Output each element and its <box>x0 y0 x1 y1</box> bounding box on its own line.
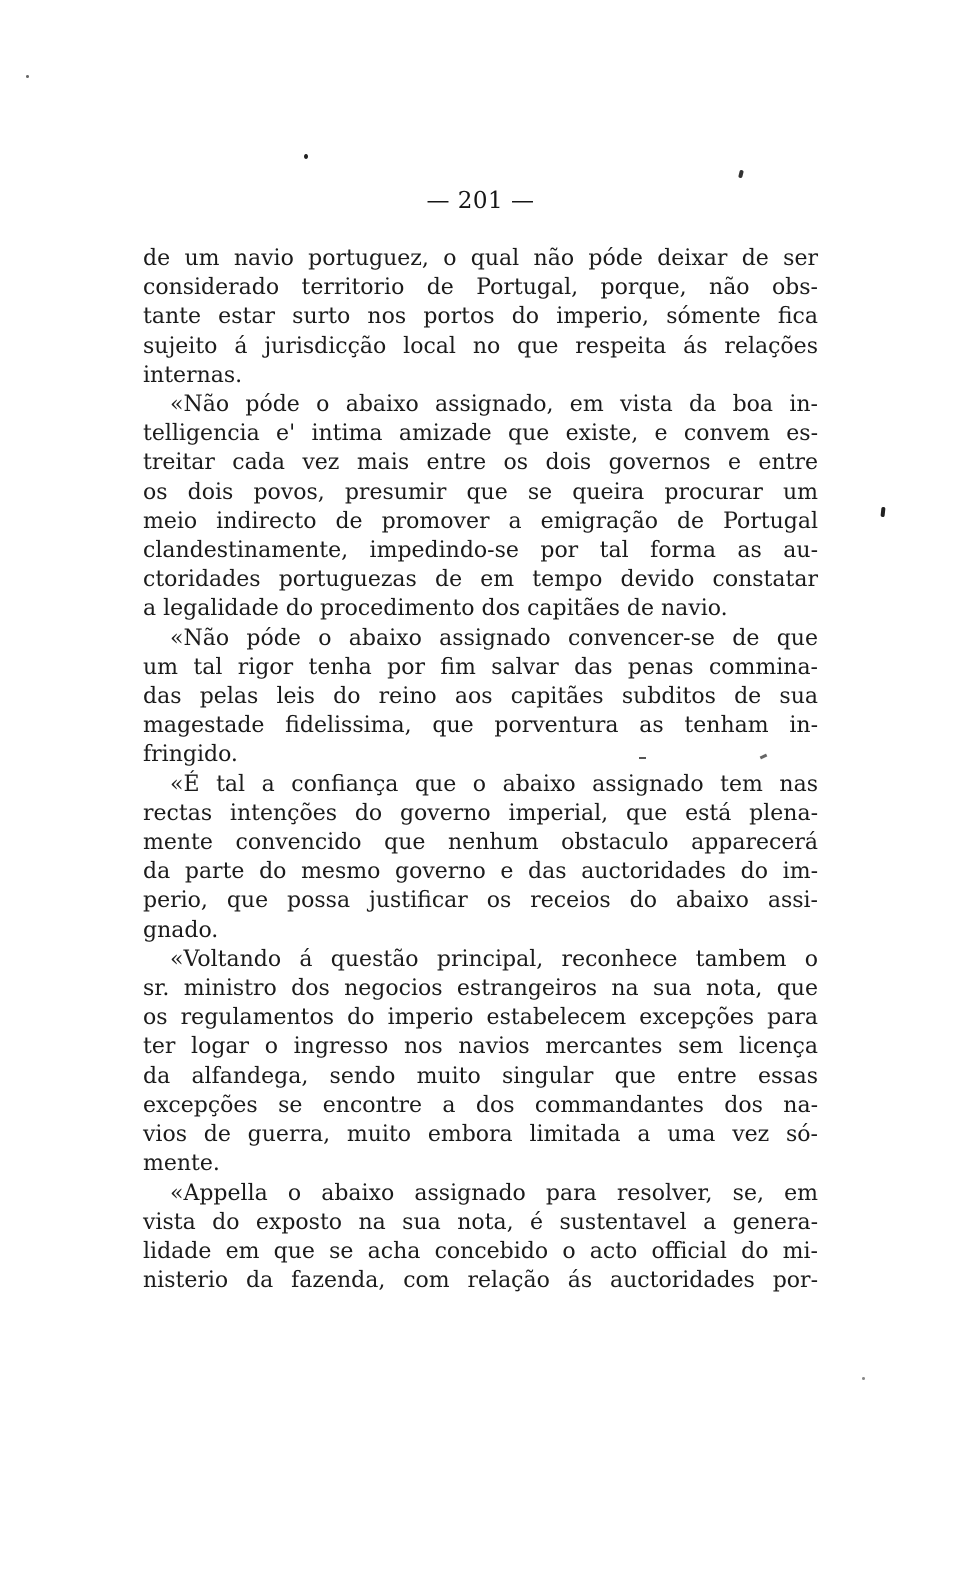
text-line: magestade fidelissima, que porventura as tenham in- <box>143 713 818 739</box>
ink-speck <box>304 154 308 159</box>
paragraph-5 <box>143 945 818 1179</box>
text-line: de um navio portuguez, o qual não póde deixar de ser <box>143 246 818 271</box>
text-line: mente convencido que nenhum obstaculo apparecerá <box>143 830 818 856</box>
text-line: vios de guerra, muito embora limitada a uma vez só- <box>143 1122 818 1148</box>
text-line: «Voltando á questão principal, reconhece tambem o <box>170 946 818 972</box>
text-line: os dois povos, presumir que se queira procurar um <box>143 479 818 505</box>
ink-speck <box>26 75 29 78</box>
paragraph-6 <box>143 1179 818 1296</box>
text-line: ter logar o ingresso nos navios mercantes sem licença <box>143 1034 818 1060</box>
text-line: lidade em que se acha concebido o acto official do mi- <box>143 1238 818 1264</box>
text-line: ctoridades portuguezas de em tempo devido constatar <box>143 567 818 593</box>
text-line: fringido. <box>143 742 238 768</box>
text-line: nisterio da fazenda, com relação ás auctoridades por- <box>143 1268 818 1294</box>
paragraph-4 <box>143 770 818 945</box>
text-line: os regulamentos do imperio estabelecem excepções para <box>143 1005 818 1031</box>
text-line: gnado. <box>143 917 219 943</box>
text-line: das pelas leis do reino aos capitães subditos de sua <box>143 684 818 710</box>
text-line: da parte do mesmo governo e das auctoridades do im- <box>143 859 818 885</box>
paragraph-3 <box>143 624 818 770</box>
text-line: «Não póde o abaixo assignado convencer-se de que <box>170 625 818 651</box>
ink-speck <box>639 757 646 759</box>
ink-speck <box>862 1377 865 1380</box>
text-line: internas. <box>143 362 243 388</box>
text-line: vista do exposto na sua nota, é sustentavel a genera- <box>143 1209 818 1235</box>
text-line: treitar cada vez mais entre os dois governos e entre <box>143 450 818 476</box>
text-line: meio indirecto de promover a emigração de Portugal <box>143 508 818 534</box>
paragraph-2 <box>143 390 818 624</box>
text-line: rectas intenções do governo imperial, que está plena- <box>143 800 818 826</box>
text-line: clandestinamente, impedindo-se por tal forma as au- <box>143 538 818 564</box>
text-line: da alfandega, sendo muito singular que entre essas <box>143 1063 818 1089</box>
ink-speck <box>738 170 744 179</box>
text-line: telligencia e' intima amizade que existe, e convem es- <box>143 421 818 447</box>
text-line: sr. ministro dos negocios estrangeiros na sua nota, que <box>143 976 818 1002</box>
text-line: a legalidade do procedimento dos capitães de navio. <box>143 596 728 622</box>
text-line: «Não póde o abaixo assignado, em vista da boa in- <box>170 392 818 418</box>
text-line: «Appella o abaixo assignado para resolver, se, em <box>170 1180 818 1206</box>
text-line: tante estar surto nos portos do imperio, sómente fica <box>143 304 818 330</box>
text-line: mente. <box>143 1151 220 1177</box>
page-number: — 201 — <box>426 188 535 214</box>
text-block <box>143 244 818 1295</box>
text-line: excepções se encontre a dos commandantes dos na- <box>143 1092 818 1118</box>
text-line: um tal rigor tenha por fim salvar das penas commina- <box>143 654 818 680</box>
text-line: «É tal a confiança que o abaixo assignado tem nas <box>170 771 818 797</box>
text-line: sujeito á jurisdicção local no que respeita ás relações <box>143 333 818 359</box>
paragraph-1 <box>143 244 818 390</box>
text-line: considerado territorio de Portugal, porque, não obs- <box>143 275 818 301</box>
text-line: perio, que possa justificar os receios do abaixo assi- <box>143 888 818 914</box>
ink-speck <box>880 507 885 517</box>
